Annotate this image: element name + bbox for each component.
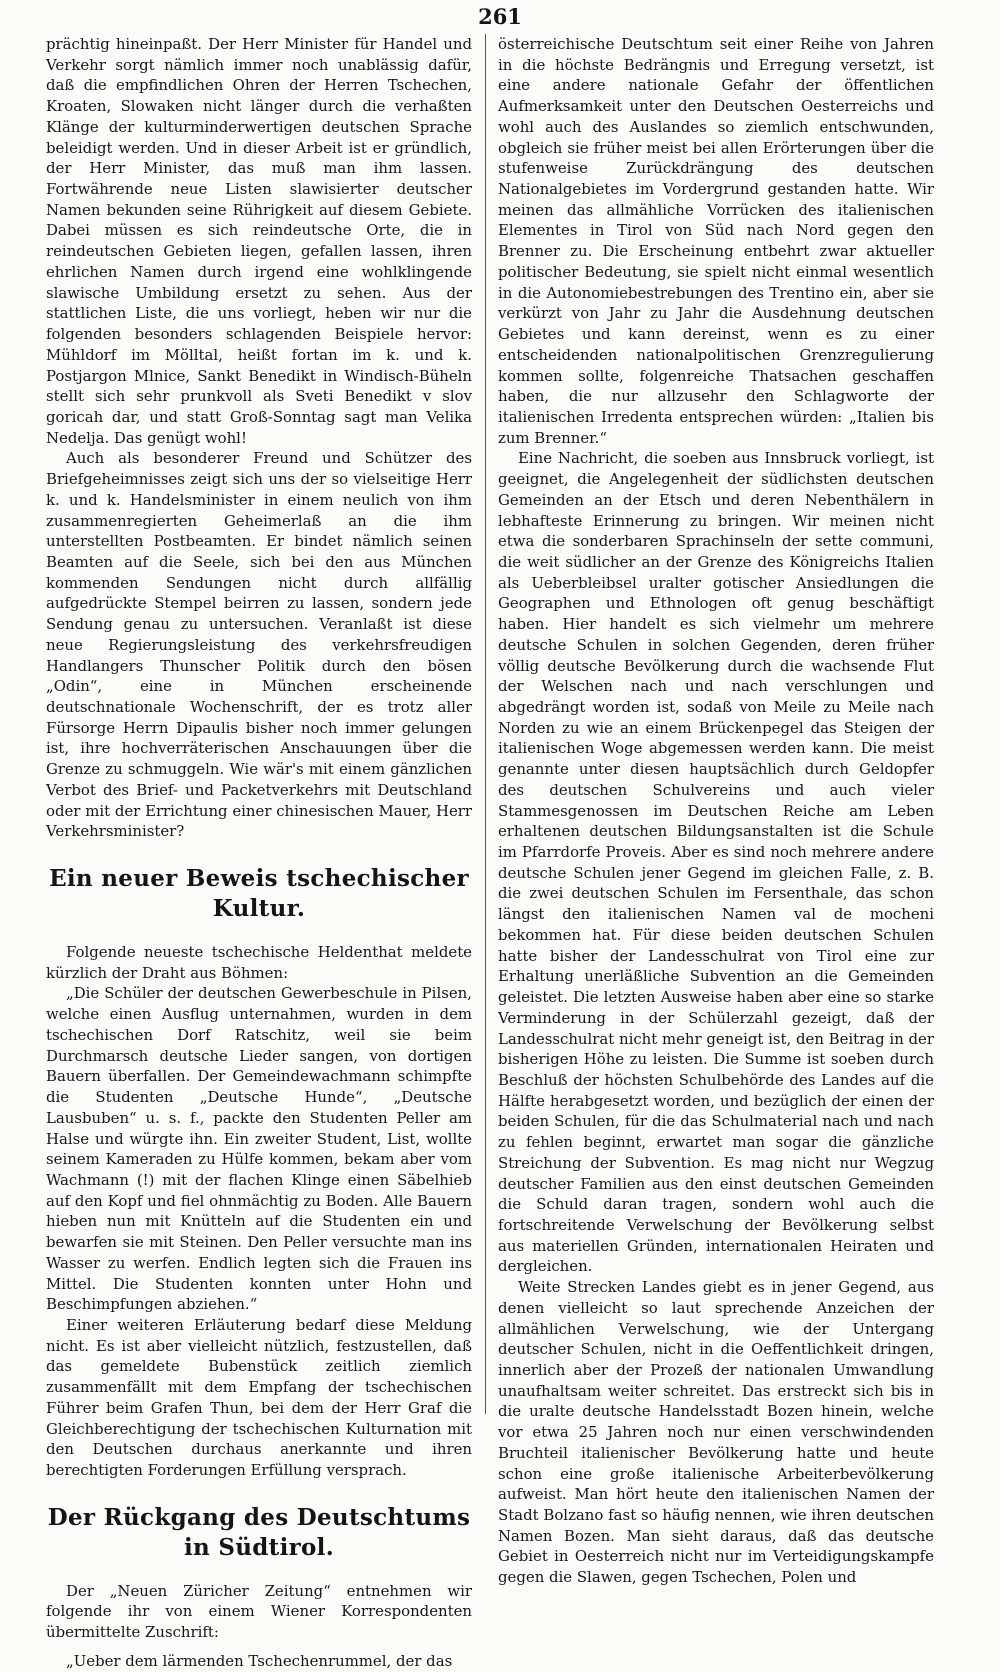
- paragraph: „Ueber dem lärmenden Tschechenrummel, der das: [66, 1651, 453, 1670]
- spacer: [46, 1643, 472, 1651]
- left-column: [46, 34, 472, 1670]
- paragraph: Weite Strecken Landes giebt es in jener Gegend, aus denen vielleicht so laut sprechende Anzeichen der allmählichen Verwelschung, wie der Untergang deutscher Schulen, nicht in die Oeffentlichkeit dringen, innerlich aber der Prozeß der nationalen Umwandlung unaufhaltsam weiter schreitet. Das erstreckt sich bis in die uralte deutsche Handelsstadt Bozen hinein, welche vor etwa 25 Jahren noch nur einen verschwindenden Bruchteil italienischer Bevölkerung hatte und heute schon eine große italienische Arbeiterbevölkerung aufweist. Man hört heute den italienischen Namen der Stadt Bolzano fast so häufig nennen, wie ihren deutschen Namen Bozen. Man sieht daraus, daß das deutsche Gebiet in Oesterreich nicht nur im Verteidigungskampfe gegen die Slawen, gegen Tschechen, Polen und: [498, 1278, 934, 1587]
- column-divider: [485, 34, 486, 1414]
- paragraph: Einer weiteren Erläuterung bedarf diese Meldung nicht. Es ist aber vielleicht nützlich, festzustellen, daß das gemeldete Bubenstück zeitlich ziemlich zusammenfällt mit dem Empfang der tschechischen Führer beim Grafen Thun, bei dem der Herr Graf die Gleichberechtigung der tschechischen Kulturnation mit den Deutschen durchaus anerkannte und ihren berechtigten Forderungen Erfüllung versprach.: [46, 1315, 472, 1479]
- section-heading: Der Rückgang des Deutschtums in Südtirol.: [47, 1503, 471, 1561]
- page-number: 261: [478, 4, 522, 29]
- quoted-report: „Die Schüler der deutschen Gewerbeschule in Pilsen, welche einen Ausflug unternahmen, wurden in dem tschechischen Dorf Ratschitz, weil sie beim Durchmarsch deutsche Lieder sangen, von dortigen Bauern überfallen. Der Gemeindewachmann schimpfte die Studenten „Deutsche Hunde“, „Deutsche Lausbuben“ u. s. f., packte den Studenten Peller am Halse und würgte ihn. Ein zweiter Student, List, wollte seinem Kameraden zu Hülfe kommen, bekam aber vom Wachmann (!) mit der flachen Klinge einen Säbelhieb auf den Kopf und fiel ohnmächtig zu Boden. Alle Bauern hieben nun mit Knütteln auf die Studenten ein und bewarfen sie mit Steinen. Den Peller versuchte man ins Wasser zu werfen. Endlich legten sich die Frauen ins Mittel. Die Studenten konnten unter Hohn und Beschimpfungen abziehen.“: [46, 984, 472, 1314]
- section-heading: Ein neuer Beweis tschechischer Kultur.: [49, 865, 469, 923]
- paragraph: Folgende neueste tschechische Heldenthat meldete kürzlich der Draht aus Böhmen:: [46, 943, 472, 982]
- paragraph: Eine Nachricht, die soeben aus Innsbruck vorliegt, ist geeignet, die Angelegenheit der südlichsten deutschen Gemeinden an der Etsch und deren Nebenthälern in lebhafteste Erinnerung zu bringen. Wir meinen nicht etwa die sonderbaren Sprachinseln der sette communi, die weit südlicher an der Grenze des Königreichs Italien als Ueberbleibsel uralter gotischer Ansiedlungen die Geographen und Ethnologen oft genug beschäftigt haben. Hier handelt es sich vielmehr um mehrere deutsche Schulen in solchen Gegenden, deren früher völlig deutsche Bevölkerung durch die wachsende Flut der Welschen nach und nach verschlungen und abgedrängt worden ist, sodaß von Meile zu Meile nach Norden zu wie an einem Brückenpegel das Steigen der italienischen Woge abgemessen werden kann. Die meist genannte unter diesen hauptsächlich durch Geldopfer des deutschen Schulvereins und auch vieler Stammesgenossen im Deutschen Reiche am Leben erhaltenen deutschen Bildungsanstalten ist die Schule im Pfarrdorfe Proveis. Aber es sind noch mehrere andere deutsche Schulen jener Gegend im gleichen Falle, z. B. die zwei deutschen Schulen im Fersenthale, das schon längst den italienischen Namen val de mocheni bekommen hat. Für diese beiden deutschen Schulen hatte bisher der Landesschulrat von Tirol eine zur Erhaltung unerläßliche Subvention an die Gemeinden geleistet. Die letzten Ausweise haben aber eine so starke Verminderung in der Schülerzahl gezeigt, daß der Landesschulrat nicht mehr geneigt ist, den Beitrag in der bisherigen Höhe zu leisten. Die Summe ist soeben durch Beschluß der höchsten Schulbehörde des Landes auf die Hälfte herabgesetzt worden, und bezüglich der einen der beiden Schulen, für die das Schulmaterial nach und nach zu fehlen beginnt, erwartet man sogar die gänzliche Streichung der Subvention. Es mag nicht nur Wegzug deutscher Familien aus den einst deutschen Gemeinden die Schuld daran tragen, sondern wohl auch die fortschreitende Verwelschung der Bevölkerung selbst aus materiellen Gründen, internationalen Heiraten und dergleichen.: [498, 449, 934, 1276]
- paragraph: österreichische Deutschtum seit einer Reihe von Jahren in die höchste Bedrängnis und Erregung versetzt, ist eine andere nationale Gefahr der öffentlichen Aufmerksamkeit unter den Deutschen Oesterreichs und wohl auch des Auslandes so ziemlich entschwunden, obgleich sie früher meist bei allen Erörterungen über die stufenweise Zurückdrängung des deutschen Nationalgebietes im Vordergrund gestanden hatte. Wir meinen das allmähliche Vorrücken des italienischen Elementes in Tirol von Süd nach Nord gegen den Brenner zu. Die Erscheinung entbehrt zwar aktueller politischer Bedeutung, sie spielt nicht einmal wesentlich in die Autonomiebestrebungen des Trentino ein, aber sie verkürzt von Jahr zu Jahr die Ausdehnung deutschen Gebietes und kann dereinst, wenn es zu einer entscheidenden nationalpolitischen Grenzregulierung kommen sollte, folgenreiche Thatsachen geschaffen haben, die nur allzusehr den Schlagworte der italienischen Irredenta entsprechen würden: „Italien bis zum Brenner.“: [498, 35, 934, 447]
- paragraph: Auch als besonderer Freund und Schützer des Briefgeheimnisses zeigt sich uns der so vielseitige Herr k. und k. Handelsminister in einem neulich von ihm zusammenregierten Geheimerlaß an die ihm unterstellten Postbeamten. Er bindet nämlich seinen Beamten auf die Seele, sich bei den aus München kommenden Sendungen nicht durch allfällig aufgedrückte Stempel beirren zu lassen, sondern jede Sendung genau zu untersuchen. Veranlaßt ist diese neue Regierungsleistung des verkehrsfreudigen Handlangers Thunscher Politik durch den bösen „Odin“, eine in München erscheinende deutschnationale Wochenschrift, der es trotz aller Fürsorge Herrn Dipaulis bisher noch immer gelungen ist, ihre hochverräterischen Anschauungen über die Grenze zu schmuggeln. Wie wär's mit einem gänzlichen Verbot des Brief- und Packetverkehrs mit Deutschland oder mit der Errichtung einer chinesischen Mauer, Herr Verkehrsminister?: [46, 449, 472, 841]
- paragraph: prächtig hineinpaßt. Der Herr Minister für Handel und Verkehr sorgt nämlich immer noch unablässig dafür, daß die empfindlichen Ohren der Herren Tschechen, Kroaten, Slowaken nicht länger durch die verhaßten Klänge der kulturminderwertigen deutschen Sprache beleidigt werden. Und in dieser Arbeit ist er gründlich, der Herr Minister, das muß man ihm lassen. Fortwährende neue Listen slawisierter deutscher Namen bekunden seine Rührigkeit auf diesem Gebiete. Dabei müssen es sich reindeutsche Orte, die in reindeutschen Gebieten liegen, gefallen lassen, ihren ehrlichen Namen durch irgend eine wohlklingende slawische Umbildung ersetzt zu sehen. Aus der stattlichen Liste, die uns vorliegt, heben wir nur die folgenden besonders schlagenden Beispiele hervor: Mühldorf im Mölltal, heißt fortan im k. und k. Postjargon Mlnice, Sankt Benedikt in Windisch-Büheln stellt sich sehr prunkvoll als Sveti Benedikt v slov goricah dar, und statt Groß-Sonntag sagt man Velika Nedelja. Das genügt wohl!: [46, 35, 472, 447]
- paragraph: Der „Neuen Züricher Zeitung“ entnehmen wir folgende ihr von einem Wiener Korrespondenten übermittelte Zuschrift:: [46, 1581, 472, 1642]
- right-column: [498, 34, 934, 1587]
